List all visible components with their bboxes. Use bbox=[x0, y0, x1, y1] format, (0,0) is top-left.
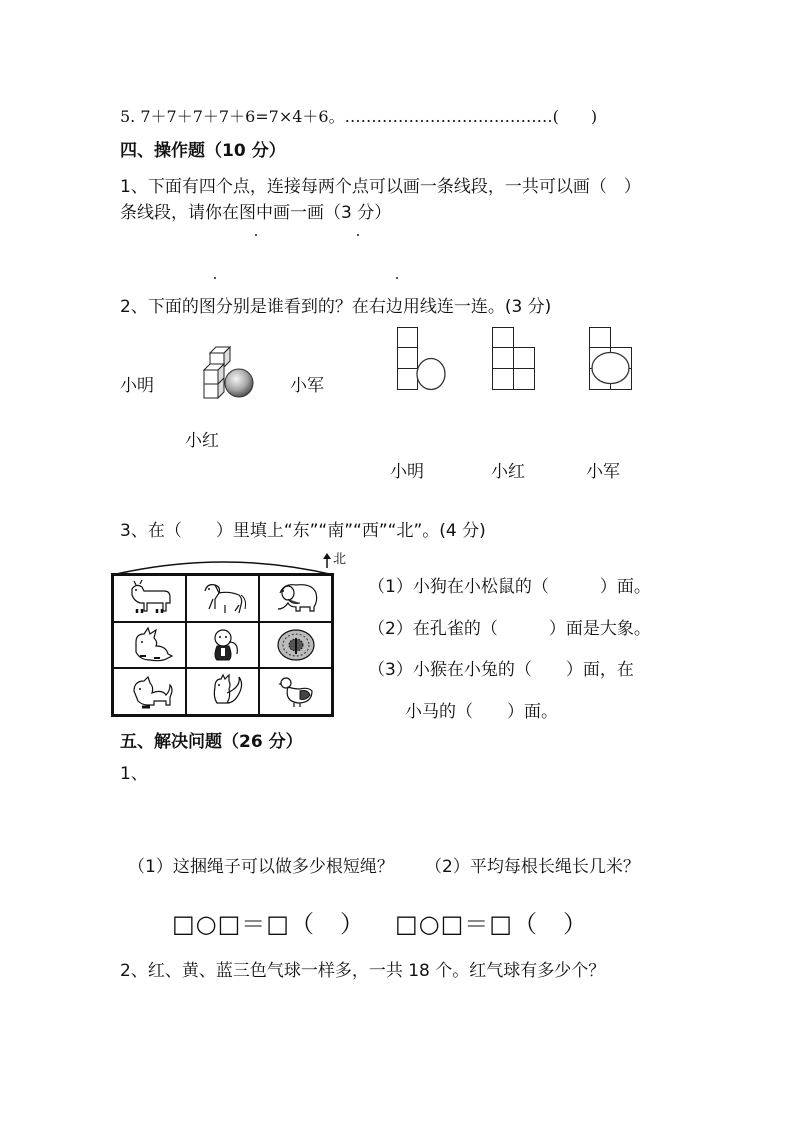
s5-q1-sub1: （1）这捆绳子可以做多少根短绳？ bbox=[128, 857, 394, 877]
cell-dog bbox=[113, 668, 186, 715]
observer-left-label: 小明 bbox=[120, 376, 154, 396]
section-5-score: （26 分） bbox=[222, 732, 303, 752]
view2-square-bottom-left bbox=[492, 368, 514, 390]
point-c[interactable] bbox=[214, 277, 216, 279]
section-4-heading bbox=[120, 140, 286, 162]
north-arrow-icon bbox=[322, 553, 332, 569]
view1-square-top bbox=[397, 327, 418, 348]
view3-square-top bbox=[589, 327, 611, 348]
equation-2[interactable]: □○□＝□（ ） bbox=[395, 910, 588, 938]
q3-item-2: （2）在孔雀的（ ）面是大象。 bbox=[368, 619, 651, 639]
section-5-heading bbox=[120, 731, 303, 753]
s5-q1-sub2: （2）平均每根长绳长几米？ bbox=[425, 857, 640, 877]
s5-q1-label: 1、 bbox=[120, 764, 148, 784]
cell-peacock bbox=[259, 622, 332, 669]
animal-grid bbox=[111, 573, 334, 717]
section-5-title: 五、解决问题 bbox=[120, 732, 222, 752]
view3-ellipse bbox=[589, 350, 632, 386]
cell-squirrel bbox=[186, 668, 259, 715]
dog-icon bbox=[122, 673, 178, 711]
north-label: 北 bbox=[333, 552, 347, 567]
horse-icon bbox=[195, 579, 251, 617]
equation-1[interactable]: □○□＝□（ ） bbox=[172, 910, 365, 938]
point-b[interactable] bbox=[357, 234, 359, 236]
rabbit-icon bbox=[122, 626, 178, 664]
point-d[interactable] bbox=[396, 277, 398, 279]
view1-label: 小明 bbox=[390, 462, 424, 482]
cell-monkey bbox=[186, 622, 259, 669]
squirrel-icon bbox=[195, 673, 251, 711]
view3-label: 小军 bbox=[586, 462, 620, 482]
q3-prompt: 3、在（ ）里填上“东”“南”“西”“北”。(4 分) bbox=[120, 521, 486, 541]
cell-rabbit bbox=[113, 622, 186, 669]
view2-label: 小红 bbox=[491, 462, 525, 482]
judgement-question-5: 5. 7＋7＋7＋7＋6=7×4＋6。…………………………………( ) bbox=[120, 107, 598, 126]
view2-square-bottom-right bbox=[513, 368, 535, 390]
point-a[interactable] bbox=[255, 234, 257, 236]
q1-line2: 条线段，请你在图中画一画（3 分） bbox=[120, 203, 392, 223]
goat-icon bbox=[122, 579, 178, 617]
q3-item-3-continued: 小马的（ ）面。 bbox=[405, 702, 558, 722]
cell-goat bbox=[113, 575, 186, 622]
cubes-and-ball-illustration bbox=[196, 345, 258, 407]
view2-square-top bbox=[492, 327, 514, 348]
view2-square-mid-left bbox=[492, 347, 514, 369]
elephant-icon bbox=[268, 579, 324, 617]
q3-item-3: （3）小猴在小兔的（ ）面，在 bbox=[368, 660, 634, 680]
view2-square-mid-right bbox=[513, 347, 535, 369]
observer-right-label: 小军 bbox=[290, 376, 324, 396]
q1-line1: 1、下面有四个点，连接每两个点可以画一条线段，一共可以画（ ） bbox=[120, 177, 641, 197]
s5-q2-text: 2、红、黄、蓝三色气球一样多，一共 18 个。红气球有多少个？ bbox=[120, 961, 606, 981]
cell-horse bbox=[186, 575, 259, 622]
monkey-icon bbox=[195, 626, 251, 664]
peacock-icon bbox=[268, 626, 324, 664]
observer-front-label: 小红 bbox=[185, 431, 219, 451]
view1-circle bbox=[415, 356, 447, 391]
cell-chicken bbox=[259, 668, 332, 715]
q2-prompt: 2、下面的图分别是谁看到的？在右边用线连一连。(3 分) bbox=[120, 297, 552, 317]
chicken-icon bbox=[268, 673, 324, 711]
section-4-title: 四、操作题 bbox=[120, 141, 205, 161]
q3-item-1: （1）小狗在小松鼠的（ ）面。 bbox=[368, 577, 651, 597]
section-4-score: （10 分） bbox=[205, 141, 286, 161]
cell-elephant bbox=[259, 575, 332, 622]
